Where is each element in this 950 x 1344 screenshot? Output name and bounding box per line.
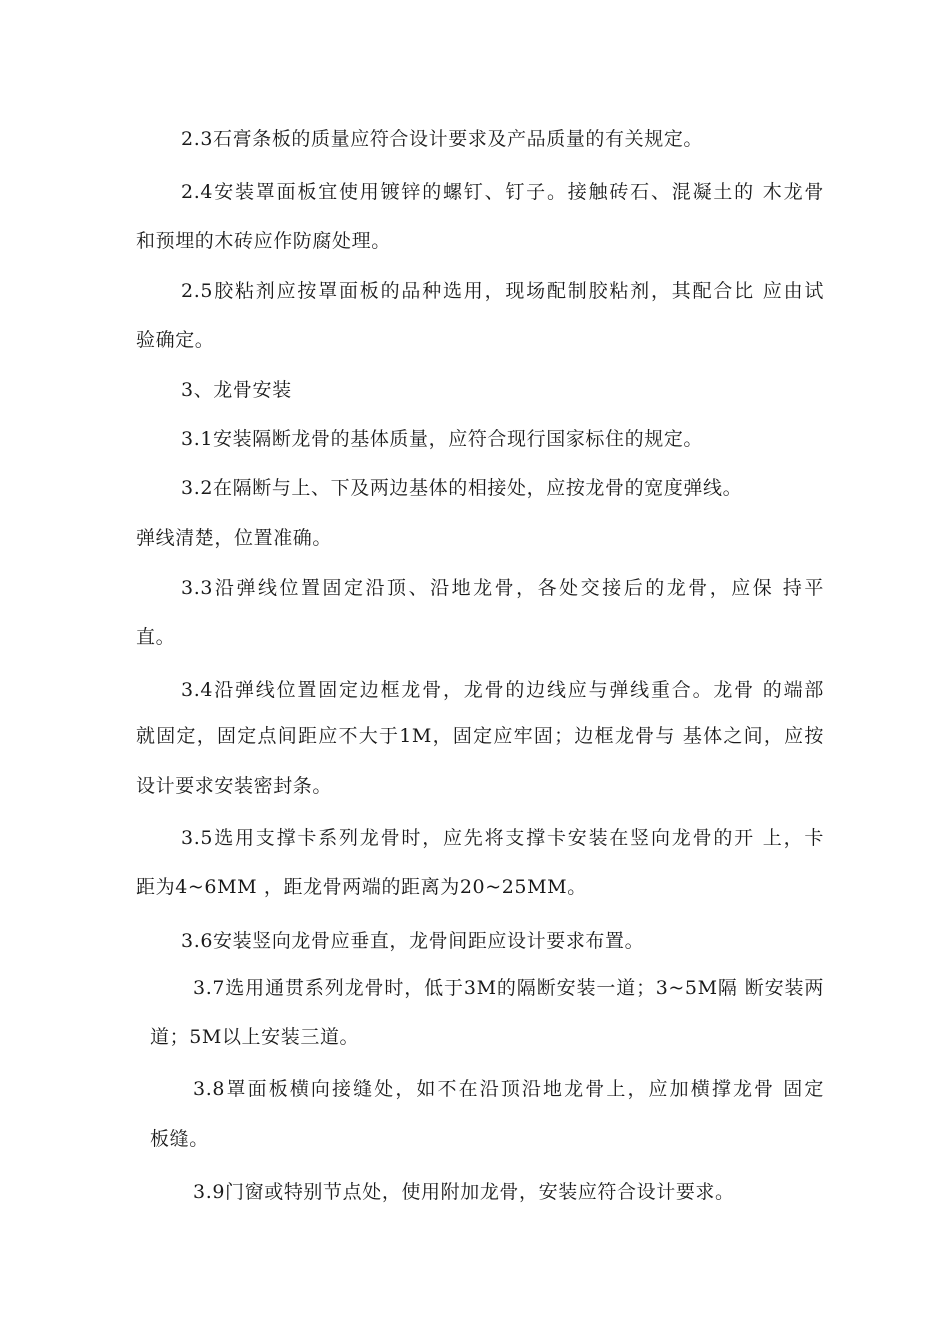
paragraph-3-3-line-2: 直。 <box>136 626 176 648</box>
paragraph-3-6: 3.6安装竖向龙骨应垂直，龙骨间距应设计要求布置。 <box>181 930 645 952</box>
paragraph-3-8-line-2: 板缝。 <box>150 1128 209 1150</box>
paragraph-3-7-line-2: 道；5M以上安装三道。 <box>150 1026 360 1048</box>
paragraph-2-5-line-1: 2.5胶粘剂应按罩面板的品种选用，现场配制胶粘剂，其配合比 应由试 <box>181 280 824 302</box>
paragraph-3-2-line-2: 弹线清楚，位置准确。 <box>136 527 333 549</box>
paragraph-2-3: 2.3石膏条板的质量应符合设计要求及产品质量的有关规定。 <box>181 128 704 150</box>
paragraph-3-5-line-1: 3.5选用支撑卡系列龙骨时，应先将支撑卡安装在竖向龙骨的开 上，卡 <box>181 827 824 849</box>
section-heading-3: 3、龙骨安装 <box>181 379 292 401</box>
paragraph-3-4-line-2: 就固定，固定点间距应不大于1M，固定应牢固；边框龙骨与 基体之间，应按 <box>136 725 824 747</box>
paragraph-2-4-line-1: 2.4安装罩面板宜使用镀锌的螺钉、钉子。接触砖石、混凝土的 木龙骨 <box>181 181 824 203</box>
paragraph-3-4-line-1: 3.4沿弹线位置固定边框龙骨，龙骨的边线应与弹线重合。龙骨 的端部 <box>181 679 824 701</box>
paragraph-3-9: 3.9门窗或特别节点处，使用附加龙骨，安装应符合设计要求。 <box>193 1181 735 1203</box>
paragraph-3-4-line-3: 设计要求安装密封条。 <box>136 775 333 797</box>
paragraph-3-8-line-1: 3.8罩面板横向接缝处，如不在沿顶沿地龙骨上，应加横撑龙骨 固定 <box>193 1078 824 1100</box>
paragraph-3-7-line-1: 3.7选用通贯系列龙骨时，低于3M的隔断安装一道；3~5M隔 断安装两 <box>193 977 824 999</box>
paragraph-3-1: 3.1安装隔断龙骨的基体质量，应符合现行国家标住的规定。 <box>181 428 704 450</box>
paragraph-3-3-line-1: 3.3沿弹线位置固定沿顶、沿地龙骨，各处交接后的龙骨，应保 持平 <box>181 577 824 599</box>
paragraph-3-5-line-2: 距为4~6MM ，距龙骨两端的距离为20~25MM。 <box>136 876 587 898</box>
paragraph-3-2-line-1: 3.2在隔断与上、下及两边基体的相接处，应按龙骨的宽度弹线。 <box>181 477 743 499</box>
paragraph-2-4-line-2: 和预埋的木砖应作防腐处理。 <box>136 230 391 252</box>
paragraph-2-5-line-2: 验确定。 <box>136 329 215 351</box>
